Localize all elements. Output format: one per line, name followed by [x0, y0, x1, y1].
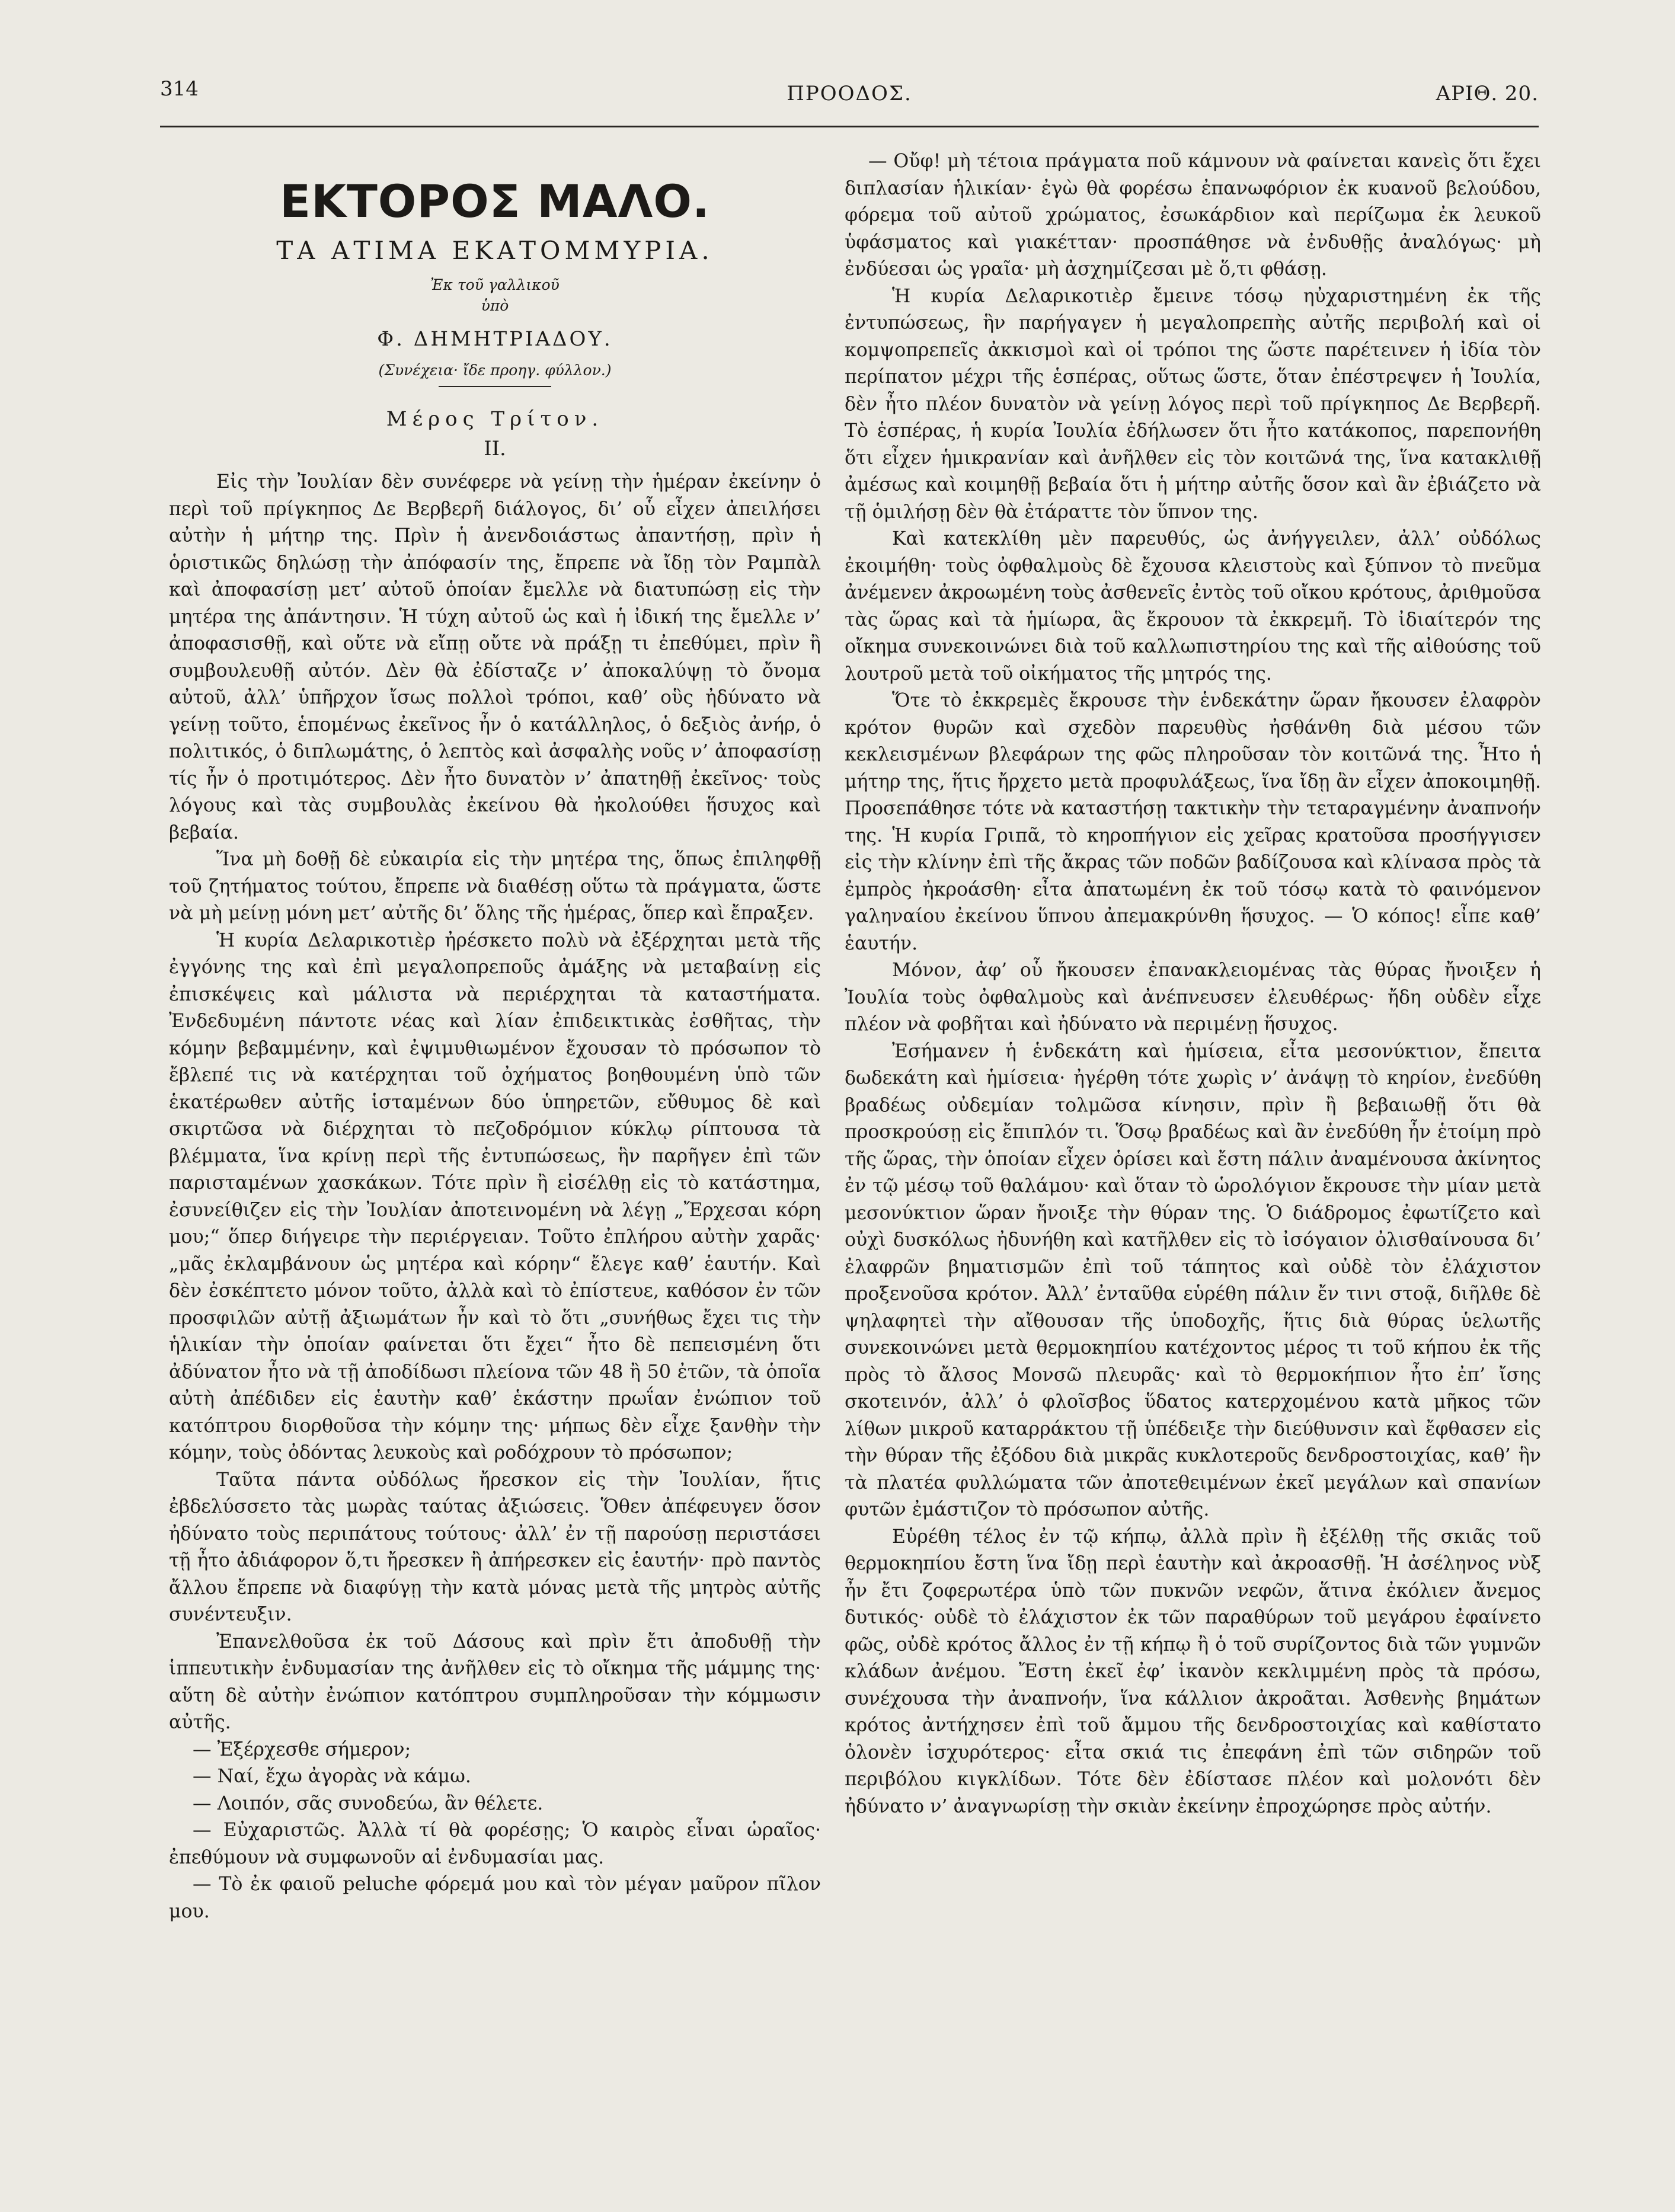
paragraph: Ταῦτα πάντα οὐδόλως ἤρεσκον εἰς τὴν Ἰουλίαν, ἥτις ἐβδελύσσετο τὰς μωρὰς ταύτας ἀξιώσεις. Ὅθεν ἀπέφευγεν ὅσον ἠδύνατο τοὺς περιπάτους τούτους· ἀλλ’ ἐν τῇ παρούσῃ περιστάσει τῇ ἦτο ἀδιάφορον ὅ,τι ἤρεσκεν ἢ ἀπήρεσκεν εἰς ἑαυτήν· πρὸ παντὸς ἄλλου ἔπρεπε νὰ διαφύγῃ τὴν κατὰ μόνας μετὰ τῆς μητρὸς αὐτῆς συνέντευξιν. [169, 1469, 821, 1625]
article-author: ΕΚΤΟΡΟΣ ΜΑΛΟ. [280, 175, 710, 228]
paragraph: Ἐπανελθοῦσα ἐκ τοῦ Δάσους καὶ πρὶν ἔτι ἀποδυθῇ τὴν ἱππευτικὴν ἐνδυμασίαν της ἀνῆλθεν εἰς τὸ οἴκημα τῆς μάμμης της· αὕτη δὲ αὐτὴν ἐνώπιον κατόπτρου συμπληροῦσαν τὴν κόμμωσιν αὐτῆς. [169, 1631, 821, 1733]
header-rule [160, 126, 1539, 127]
part-heading: Μέρος Τρίτον. [386, 407, 604, 431]
paragraph: Καὶ κατεκλίθη μὲν παρευθύς, ὡς ἀνήγγειλεν, ἀλλ’ οὐδόλως ἐκοιμήθη· τοὺς ὀφθαλμοὺς δὲ ἔχουσα κλειστοὺς καὶ ξύπνον τὸ πνεῦμα ἀνέμενεν ἀκροωμένη τοὺς ἀσθενεῖς ἐντὸς τοῦ οἴκου κρότους, ἀριθμοῦσα τὰς ὥρας καὶ τὰ ἡμίωρα, ἃς ἔκρουον τὰ ἐκκρεμῆ. Τὸ ἰδιαίτερόν της οἴκημα συνεκοινώνει διὰ τοῦ καλλωπιστηρίου της καὶ τῆς αἰθούσης τοῦ λουτροῦ μετὰ τοῦ οἰκήματος τῆς μητρός της. [845, 528, 1541, 685]
divider [439, 386, 551, 387]
paragraph: Ἵνα μὴ δοθῇ δὲ εὐκαιρία εἰς τὴν μητέρα της, ὅπως ἐπιληφθῇ τοῦ ζητήματος τούτου, ἔπρεπε νὰ διαθέσῃ οὕτω τὰ πράγματα, ὥστε νὰ μὴ μείνῃ μόνη μετ’ αὐτῆς δι’ ὅλης τῆς ἡμέρας, ὅπερ καὶ ἔπραξεν. [169, 849, 821, 924]
article-title: ΤΑ ΑΤΙΜΑ ΕΚΑΤΟΜΜΥΡΙΑ. [276, 236, 714, 265]
paragraph: Μόνον, ἀφ’ οὗ ἤκουσεν ἐπανακλειομένας τὰς θύρας ἤνοιξεν ἡ Ἰουλία τοὺς ὀφθαλμοὺς καὶ ἀνέπνευσεν ἐλευθέρως· ἤδη οὐδὲν εἶχε πλέον νὰ φοβῆται καὶ ἠδύνατο νὰ περιμένῃ ἥσυχος. [845, 960, 1541, 1035]
continuation-note: (Συνέχεια· ἴδε προηγ. φύλλον.) [378, 362, 612, 379]
chapter-heading: II. [484, 437, 506, 461]
paragraph: Ἐσήμανεν ἡ ἑνδεκάτη καὶ ἡμίσεια, εἶτα μεσονύκτιον, ἔπειτα δωδεκάτη καὶ ἡμίσεια· ἠγέρθη τότε χωρὶς ν’ ἀνάψῃ τὸ κηρίον, ἐνεδύθη βραδέως οὐδεμίαν τολμῶσα κίνησιν, πρὶν ἢ βεβαιωθῇ ὅτι θὰ προσκρούσῃ εἰς ἔπιπλόν τι. Ὅσῳ βραδέως καὶ ἂν ἐνεδύθη ἦν ἑτοίμη πρὸ τῆς ὥρας, τὴν ὁποίαν εἶχεν ὁρίσει καὶ ἔστη πάλιν ἀναμένουσα ἀκίνητος ἐν τῷ μέσῳ τοῦ θαλάμου· καὶ ὅταν τὸ ὡρολόγιον ἔκρουσε τὴν μίαν μετὰ μεσονύκτιον ὥραν ἤνοιξε τὴν θύραν της. Ὁ διάδρομος ἐφωτίζετο καὶ οὐχὶ δυσκόλως ἠδυνήθη καὶ κατῆλθεν εἰς τὸ ἰσόγαιον ὀλισθαίνουσα δι’ ἐλαφρῶν βηματισμῶν ἐπὶ τοῦ τάπητος καὶ οὐδὲ τὸν ἐλάχιστον προξενοῦσα κρότον. Ἀλλ’ ἐνταῦθα εὑρέθη πάλιν ἔν τινι στοᾷ, διῆλθε δὲ ψηλαφητεὶ τὴν αἴθουσαν τῆς ὑποδοχῆς, ἥτις διὰ θύρας ὑελωτῆς συνεκοινώνει μετὰ θερμοκηπίου κατέχοντος μέρος τι τοῦ κήπου ἐκ τῆς πρὸς τὸ ἄλσος Μονσῶ πλευρᾶς· καὶ τὸ θερμοκήπιον ἦτο ἐπ’ ἴσης σκοτεινόν, ἀλλ’ ὁ φλοῖσβος ὕδατος κατερχομένου κατὰ μῆκος τῶν λίθων μικροῦ καταρράκτου τῇ ὑπέδειξε τὴν διεύθυνσιν καὶ ἔφθασεν εἰς τὴν θύραν τῆς ἐξόδου διὰ μικρᾶς κυκλοτεροῦς δενδροστοιχίας, καθ’ ἣν τὰ πλατέα φυλλώματα τῶν ἀποτεθειμένων ἐκεῖ μεγάλων καὶ σπανίων φυτῶν ἐμάστιζον τὸ πρόσωπον αὐτῆς. [845, 1040, 1541, 1520]
issue-number: ΑΡΙΘ. 20. [1436, 82, 1539, 106]
dialogue-line: — Οὔφ! μὴ τέτοια πράγματα ποῦ κάμνουν νὰ φαίνεται κανεὶς ὅτι ἔχει διπλασίαν ἡλικίαν· ἐγὼ θὰ φορέσω ἐπανωφόριον ἐκ κυανοῦ βελούδου, φόρεμα τοῦ αὐτοῦ χρώματος, ἐσωκάρδιον καὶ περίζωμα ἐκ λευκοῦ ὑφάσματος καὶ γιακέτταν· προσπάθησε νὰ ἐνδυθῇς ἀναλόγως· μὴ ἐνδύεσαι ὡς γραῖα· μὴ ἀσχημίζεσαι μὲ ὅ,τι φθάσῃ. [845, 151, 1541, 280]
paragraph: Εὑρέθη τέλος ἐν τῷ κήπῳ, ἀλλὰ πρὶν ἢ ἐξέλθῃ τῆς σκιᾶς τοῦ θερμοκηπίου ἔστη ἵνα ἴδῃ περὶ ἑαυτὴν καὶ ἀκροασθῇ. Ἡ ἀσέληνος νὺξ ἦν ἔτι ζοφερωτέρα ὑπὸ τῶν πυκνῶν νεφῶν, ἅτινα ἐκόλιεν ἄνεμος δυτικός· οὐδὲ τὸ ἐλάχιστον ἐκ τῶν παραθύρων τοῦ μεγάρου ἐφαίνετο φῶς, οὐδὲ κρότος ἄλλος ἐν τῇ κήπῳ ἢ ὁ τοῦ συρίζοντος διὰ τῶν γυμνῶν κλάδων ἀνέμου. Ἔστη ἐκεῖ ἐφ’ ἱκανὸν κεκλιμμένη πρὸς τὰ πρόσω, συνέχουσα τὴν ἀναπνοήν, ἵνα κάλλιον ἀκροᾶται. Ἀσθενὴς βημάτων κρότος ἀντήχησεν ἐπὶ τοῦ ἄμμου τῆς δενδροστοιχίας καὶ καθίστατο ὁλονὲν ἰσχυρότερος· εἶτα σκιά τις ἐπεφάνη ἐπὶ τῶν σιδηρῶν τοῦ περιβόλου κιγκλίδων. Τότε δὲν ἐδίστασε πλέον καὶ μολονότι δὲν ἠδύνατο ν’ ἀναγνωρίσῃ τὴν σκιὰν ἐκείνην ἐπροχώρησε πρὸς αὐτήν. [845, 1526, 1541, 1817]
translated-by: ὑπὸ [481, 297, 509, 314]
left-column [169, 148, 821, 1925]
dialogue-line: — Ναί, ἔχω ἀγορὰς νὰ κάμω. [193, 1766, 471, 1787]
page-number: 314 [160, 77, 199, 101]
dialogue-line: — Τὸ ἐκ φαιοῦ peluche φόρεμά μου καὶ τὸν μέγαν μαῦρον πῖλον μου. [169, 1874, 821, 1922]
paragraph: Ἡ κυρία Δελαρικοτιὲρ ἠρέσκετο πολὺ νὰ ἐξέρχηται μετὰ τῆς ἐγγόνης της καὶ ἐπὶ μεγαλοπρεποῦς ἀμάξης νὰ μεταβαίνῃ εἰς ἐπισκέψεις καὶ μάλιστα νὰ περιέρχηται τὰ καταστήματα. Ἐνδεδυμένη πάντοτε νέας καὶ λίαν ἐπιδεικτικὰς ἐσθῆτας, τὴν κόμην βεβαμμένην, καὶ ἐψιμυθιωμένον ἔχουσαν τὸ πρόσωπον τὸ ἔβλεπέ τις νὰ κατέρχηται τοῦ ὀχήματος βοηθουμένη ὑπὸ τῶν ἑκατέρωθεν αὐτῆς ἱσταμένων δύο ὑπηρετῶν, εὔθυμος δὲ καὶ σκιρτῶσα νὰ διέρχηται τὸ πεζοδρόμιον κύκλῳ ρίπτουσα τὰ βλέμματα, ἵνα κρίνῃ περὶ τῆς ἐντυπώσεως, ἣν παρῆγεν ἐπὶ τῶν παρισταμένων χασκάκων. Τότε πρὶν ἢ εἰσέλθῃ εἰς τὸ κατάστημα, ἐσυνείθιζεν εἰς τὴν Ἰουλίαν ἀποτεινομένη νὰ λέγῃ „Ἔρχεσαι κόρη μου;“ ὅπερ διήγειρε τὴν περιέργειαν. Τοῦτο ἐπλήρου αὐτὴν χαρᾶς· „μᾶς ἐκλαμβάνουν ὡς μητέρα καὶ κόρην“ ἔλεγε καθ’ ἑαυτήν. Καὶ δὲν ἐσκέπτετο μόνον τοῦτο, ἀλλὰ καὶ τὸ ἐπίστευε, καθόσον ἐν τῶν προσφιλῶν αὐτῇ ἀξιωμάτων ἦν καὶ τὸ ὅτι „συνήθως ἔχει τις τὴν ἡλικίαν τὴν ὁποίαν φαίνεται ὅτι ἔχει“ ἦτο δὲ πεπεισμένη ὅτι ἀδύνατον ἦτο νὰ τῇ ἀποδίδωσι πλείονα τῶν 48 ἢ 50 ἐτῶν, τὰ ὁποῖα αὐτὴ ἀπέδιδεν εἰς ἑαυτὴν καθ’ ἑκάστην πρωΐαν ἐνώπιον τοῦ κατόπτρου διορθοῦσα τὴν κόμην της· μήπως δὲν εἶχε ξανθὴν τὴν κόμην, τοὺς ὀδόντας λευκοὺς καὶ ροδόχρουν τὸ πρόσωπον; [169, 929, 821, 1463]
running-head [160, 77, 1539, 119]
paragraph: Ὅτε τὸ ἐκκρεμὲς ἔκρουσε τὴν ἑνδεκάτην ὥραν ἤκουσεν ἐλαφρὸν κρότον θυρῶν καὶ σχεδὸν παρευθὺς ἠσθάνθη διὰ μέσου τῶν κεκλεισμένων βλεφάρων της φῶς πληροῦσαν τὸν κοιτῶνά της. Ἦτο ἡ μήτηρ της, ἥτις ἤρχετο μετὰ προφυλάξεως, ἵνα ἴδῃ ἂν εἶχεν ἀποκοιμηθῇ. Προσεπάθησε τότε νὰ καταστήσῃ τακτικὴν τὴν τεταραγμένην ἀναπνοήν της. Ἡ κυρία Γριπᾶ, τὸ κηροπήγιον εἰς χεῖρας κρατοῦσα προσήγγισεν εἰς τὴν κλίνην ἐπὶ τῆς ἄκρας τῶν ποδῶν βαδίζουσα καὶ κλίνασα πρὸς τὰ ἐμπρὸς ἠκροάσθη· εἶτα ἀπατωμένη ἐκ τοῦ τόσῳ κατὰ τὸ φαινόμενον γαληναίου ἐκείνου ὕπνου ἀπεμακρύνθη ἥσυχος. — Ὁ κόπος! εἶπε καθ’ ἑαυτήν. [845, 690, 1541, 954]
dialogue-line: — Ἐξέρχεσθε σήμερον; [193, 1738, 411, 1760]
dialogue-line: — Εὐχαριστῶς. Ἀλλὰ τί θὰ φορέσῃς; Ὁ καιρὸς εἶναι ὡραῖος· ἐπεθύμουν νὰ συμφωνοῦν αἱ ἐνδυμασίαι μας. [169, 1820, 821, 1868]
paragraph: Ἡ κυρία Δελαρικοτιὲρ ἔμεινε τόσῳ ηὐχαριστημένη ἐκ τῆς ἐντυπώσεως, ἣν παρήγαγεν ἡ μεγαλοπρεπὴς αὐτῆς περιβολή καὶ οἱ κομψοπρεπεῖς ἀκκισμοὶ καὶ οἱ τρόποι της ὥστε παρέτεινεν ἡ ἰδία τὸν περίπατον μέχρι τῆς ἑσπέρας, οὕτως ὥστε, ὅταν ἐπέστρεψεν ἡ Ἰουλία, δὲν ἦτο πλέον δυνατὸν νὰ γείνῃ λόγος περὶ τοῦ πρίγκηπος Δε Βερβερῆ. Τὸ ἑσπέρας, ἡ κυρία Ἰουλία ἐδήλωσεν ὅτι ἦτο κατάκοπος, παρεπονήθη ὅτι εἶχεν ἡμικρανίαν καὶ ἀνῆλθεν εἰς τὸν κοιτῶνά της, ἵνα κατακλιθῇ ἀμέσως καὶ κοιμηθῇ βεβαία ὅτι ἡ μήτηρ αὐτῆς ὅσον καὶ ἂν ἐβιάζετο νὰ τῇ ὁμιλήσῃ δὲν θὰ ἐτάραττε τὸν ὕπνον της. [845, 285, 1541, 523]
right-column [845, 148, 1541, 1820]
dialogue-line: — Λοιπόν, σᾶς συνοδεύω, ἂν θέλετε. [193, 1792, 544, 1814]
paragraph: Εἰς τὴν Ἰουλίαν δὲν συνέφερε νὰ γείνῃ τὴν ἡμέραν ἐκείνην ὁ περὶ τοῦ πρίγκηπος Δε Βερβερῆ διάλογος, δι’ οὗ εἶχεν ἀπειλήσει αὐτὴν ἡ μήτηρ της. Πρὶν ἡ ἀνενδοιάστως ἀπαντήσῃ, πρὶν ἡ ὁριστικῶς δηλώσῃ τὴν ἀπόφασίν της, ἔπρεπε νὰ ἴδῃ τὸν Ραμπὰλ καὶ ἀποφασίσῃ μετ’ αὐτοῦ ὁποίαν ἔμελλε νὰ διατυπώσῃ εἰς τὴν μητέρα της ἀπάντησιν. Ἡ τύχη αὐτοῦ ὡς καὶ ἡ ἰδική της ἔμελλε ν’ ἀποφασισθῇ, καὶ οὔτε νὰ εἴπῃ οὔτε νὰ πράξῃ τι ἐπεθύμει, πρὶν ἢ συμβουλευθῇ αὐτόν. Δὲν θὰ ἐδίσταζε ν’ ἀποκαλύψῃ τὸ ὄνομα αὐτοῦ, ἀλλ’ ὑπῆρχον ἴσως πολλοὶ τρόποι, καθ’ οὓς ἠδύνατο νὰ γείνῃ τοῦτο, ἑπομένως ἐκεῖνος ἦν ὁ κατάλληλος, ὁ δεξιὸς ἀνήρ, ὁ πολιτικός, ὁ διπλωμάτης, ὁ λεπτὸς καὶ ἀσφαλὴς νοῦς ν’ ἀποφασίσῃ τίς ἦν ὁ προτιμότερος. Δὲν ἦτο δυνατὸν ν’ ἀπατηθῇ ἐκεῖνος· τοὺς λόγους καὶ τὰς συμβουλὰς ἐκείνου θὰ ἠκολούθει ἥσυχος καὶ βεβαία. [169, 471, 821, 843]
journal-name: ΠΡΟΟΔΟΣ. [787, 82, 912, 106]
translator-name: Φ. ΔΗΜΗΤΡΙΑΔΟΥ. [377, 327, 613, 351]
translated-from: Ἐκ τοῦ γαλλικοῦ [430, 276, 560, 293]
